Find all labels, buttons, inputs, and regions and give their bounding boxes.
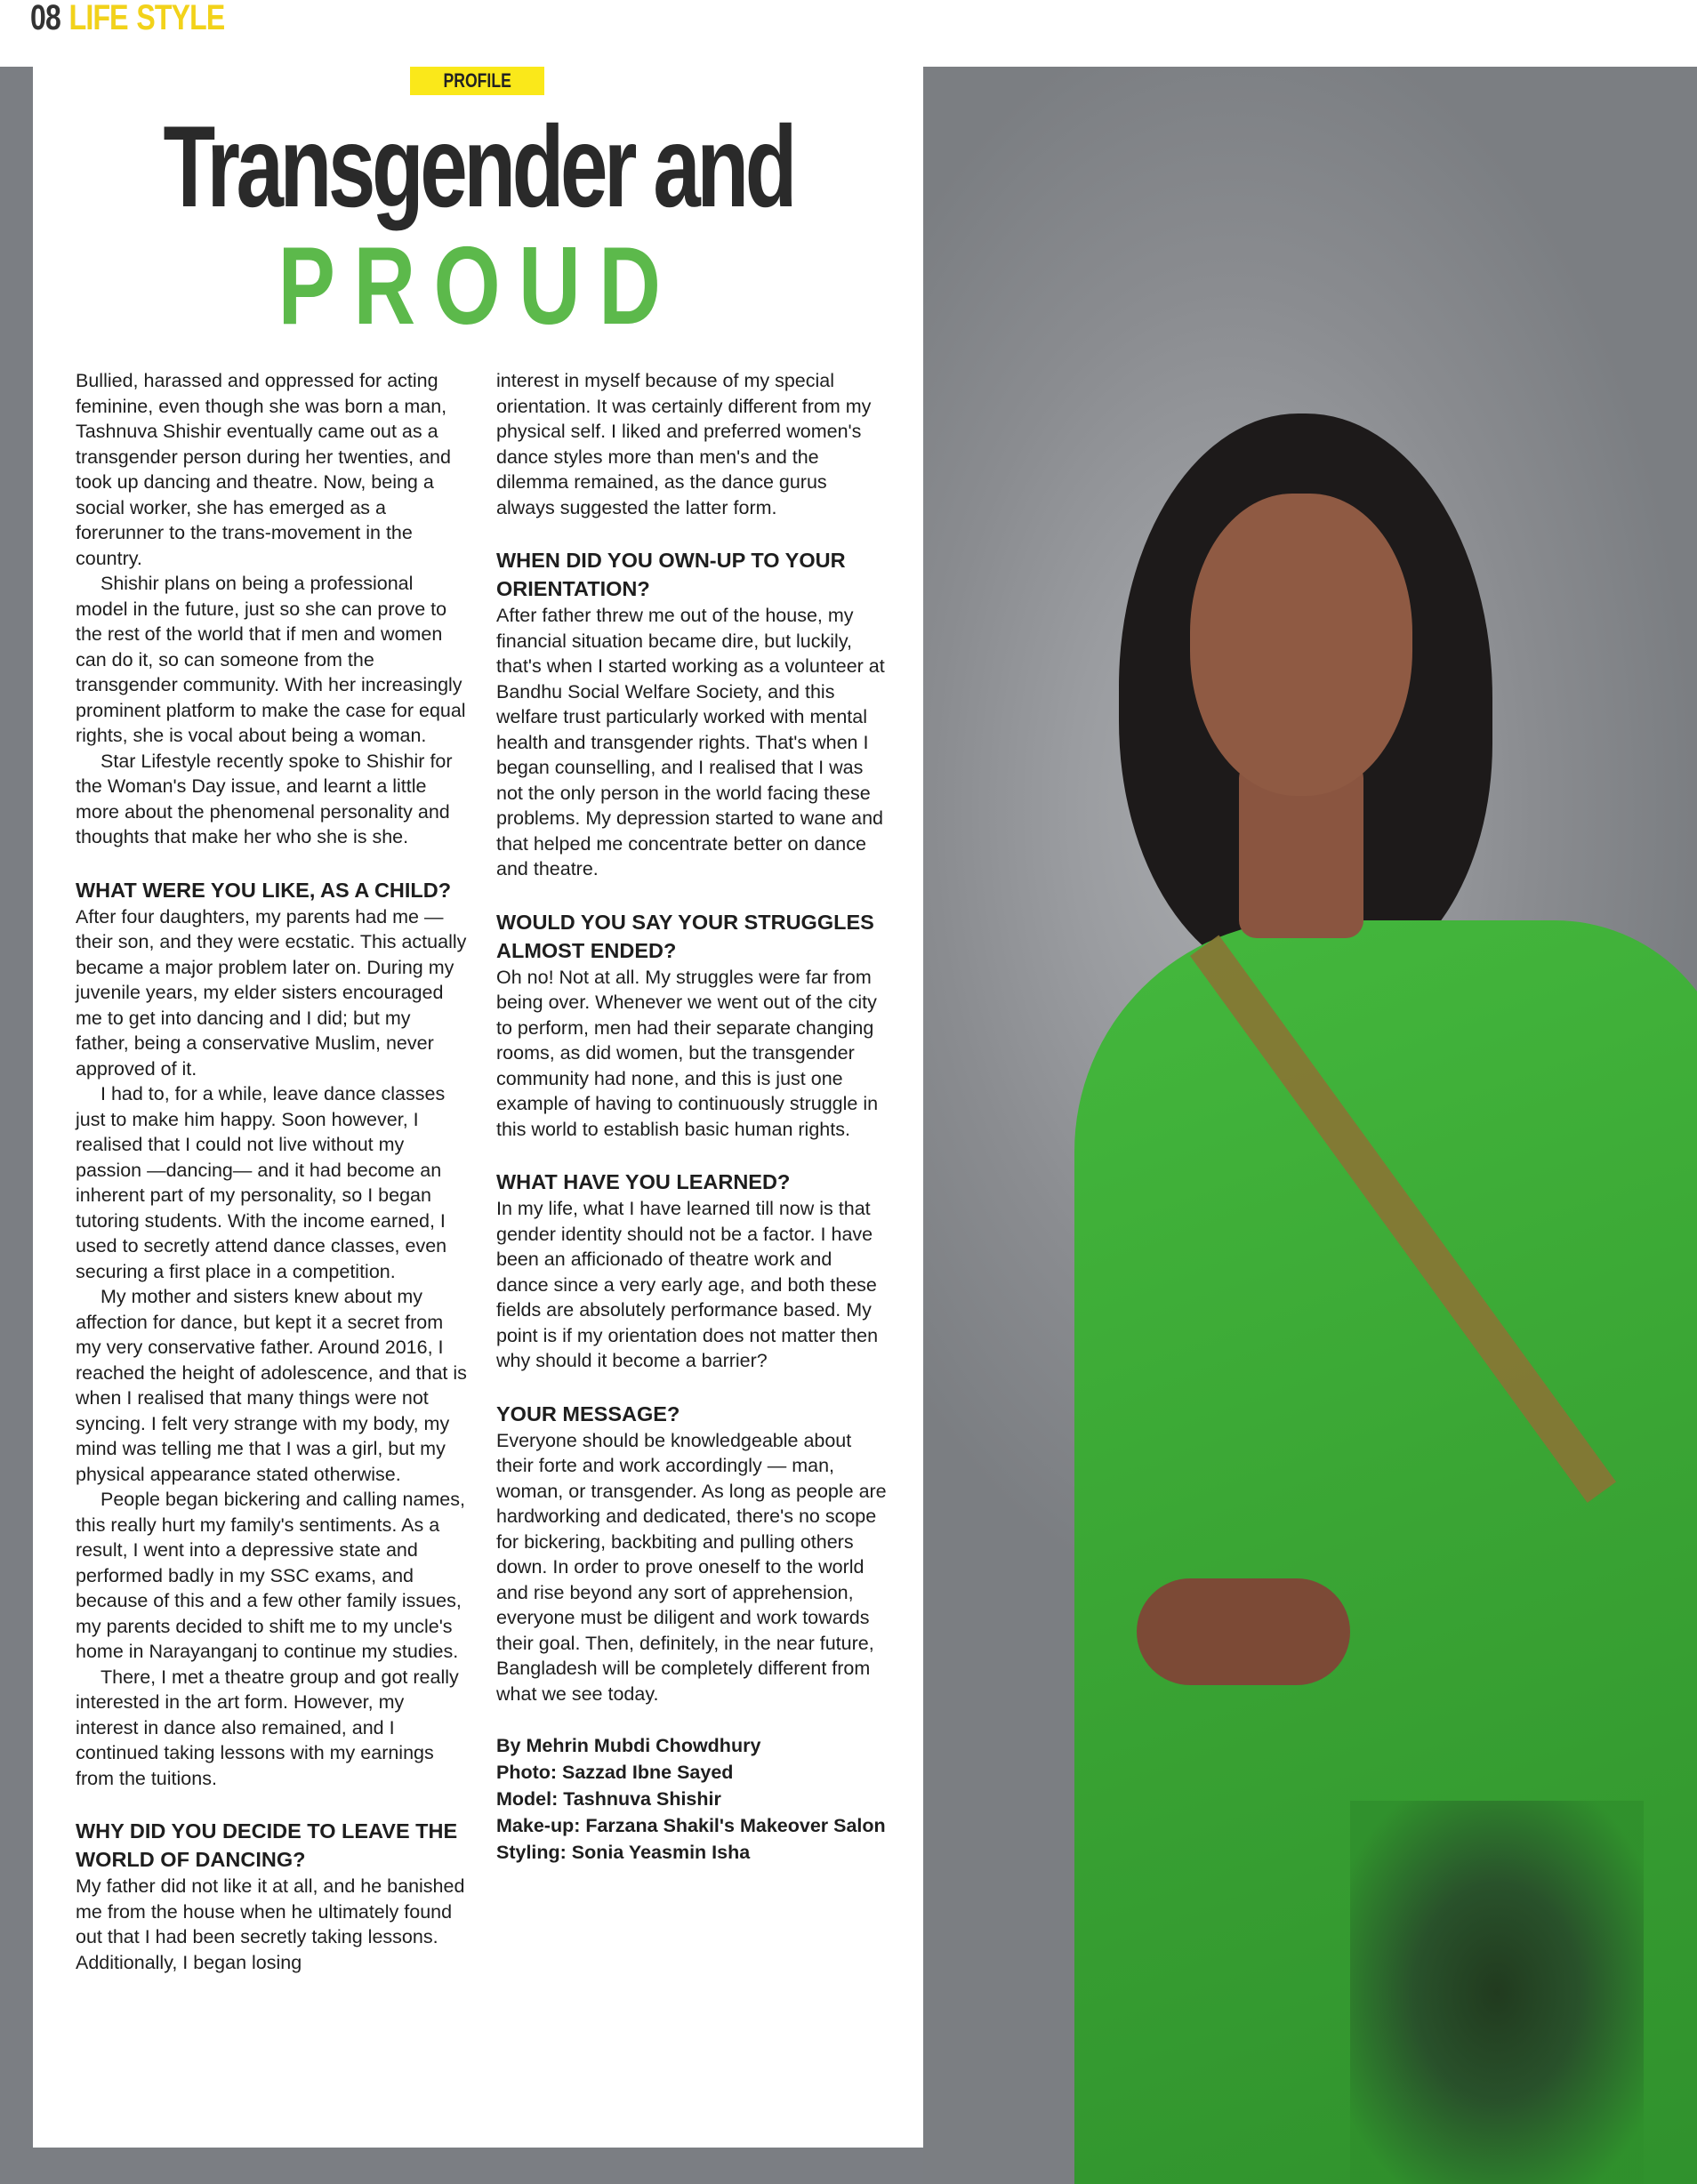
answer-paragraph: My father did not like it at all, and he banished me from the house when he ultimately found out that I had been secretly taking lessons. Additionally, I began losing (76, 1875, 465, 1973)
answer-paragraph: People began bickering and calling names, this really hurt my family's sentiments. As a result, I went into a depressive state and performed badly in my SSC exams, and because of this and a few other family issues, my parents decided to shift me to my uncle's home in Narayanganj to continue my studies. (76, 1489, 465, 1662)
credit-line: Styling: Sonia Yeasmin Isha (496, 1842, 751, 1863)
answer-paragraph: After four daughters, my parents had me — their son, and they were ecstatic. This actually became a major problem later on. During my juvenile years, my elder sisters encouraged me to get into dancing and I did; but my father, being a conservative Muslim, never approved of it. (76, 905, 467, 1080)
question-heading: WHAT WERE YOU LIKE, AS A CHILD? (76, 878, 452, 902)
credit-line: By Mehrin Mubdi Chowdhury (496, 1735, 761, 1756)
saree-print (1350, 1801, 1644, 2184)
question-heading: YOUR MESSAGE? (496, 1401, 680, 1425)
answer-paragraph: interest in myself because of my special orientation. It was certainly different from my physical self. I liked and preferred women's dance styles more than men's and the dilemma remained, as the dance gurus always suggested the latter form. (496, 370, 872, 518)
intro-paragraph: Bullied, harassed and oppressed for acting feminine, even though she was born a man, Tashnuva Shishir eventually came out as a transgender person during her twenties, and took up dancing and theatre. Now, being a social worker, she has emerged as a forerunner to the trans-movement in the country. (76, 370, 451, 569)
answer-paragraph: Everyone should be knowledgeable about their forte and work accordingly — man, woman, or transgender. As long as people are hardworking and dedicated, there's no scope for bickering, backbiting and pulling others down. In order to prove oneself to the world and rise beyond any sort of apprehension, everyone must be diligent and work towards their goal. Then, definitely, in the near future, Bangladesh will be completely different from what we see today. (496, 1429, 887, 1705)
section-name-life: LIFE (68, 0, 128, 37)
answer-paragraph: Oh no! Not at all. My struggles were far from being over. Whenever we went out of the city to perform, men had their separate changing rooms, as did women, but the transgender community had none, and this is just one example of having to continuously struggle in this world to establish basic human rights. (496, 966, 879, 1140)
question-heading: WHY DID YOU DECIDE TO LEAVE THE WORLD OF DANCING? (76, 1819, 458, 1871)
portrait-hands (1137, 1578, 1350, 1685)
portrait-face (1190, 494, 1412, 796)
headline-line1: Transgender and (163, 101, 793, 231)
credit-line: Make-up: Farzana Shakil's Makeover Salon (496, 1815, 886, 1836)
credits-block (496, 1732, 888, 1866)
answer-paragraph: I had to, for a while, leave dance classes just to make him happy. Soon however, I realised that I could not live without my passion —dancing— and it had become an inherent part of my personality, so I began tutoring students. With the income earned, I used to secretly attend dance classes, even securing a first place in a competition. (76, 1083, 447, 1282)
page-number: 08 (30, 0, 60, 37)
answer-paragraph: In my life, what I have learned till now is that gender identity should not be a factor. I have been an afficionado of theatre work and dance since a very early age, and both these fields are absolutely performance based. My point is if my orientation does not matter then why should it become a barrier? (496, 1198, 879, 1371)
section-kicker: PROFILE (410, 67, 544, 95)
article-column-1 (76, 368, 467, 1975)
intro-paragraph: Shishir plans on being a professional model in the future, just so she can prove to the rest of the world that if men and women can do it, so can someone from the transgender community. With her increasingly prominent platform to make the case for equal rights, she is vocal about being a woman. (76, 573, 466, 746)
answer-paragraph: There, I met a theatre group and got really interested in the art form. However, my interest in dance also remained, and I continued taking lessons with my earnings from the tuitions. (76, 1666, 459, 1789)
answer-paragraph: After father threw me out of the house, my financial situation became dire, but luckily, that's when I started working as a volunteer at Bandhu Social Welfare Society, and this welfare trust particularly worked with mental health and transgender rights. That's when I began counselling, and I realised that I was not the only person in the world facing these problems. My depression started to wane and that helped me concentrate better on dance and theatre. (496, 605, 885, 879)
answer-paragraph: My mother and sisters knew about my affection for dance, but kept it a secret from my very conservative father. Around 2016, I reached the height of adolescence, and that is when I realised that many things were not syncing. I felt very strange with my body, my mind was telling me that I was a girl, but my physical appearance stated otherwise. (76, 1286, 467, 1485)
section-name-style: STYLE (136, 0, 225, 37)
portrait-photo (923, 67, 1697, 2184)
question-heading: WOULD YOU SAY YOUR STRUGGLES ALMOST ENDED? (496, 910, 874, 962)
page-folio (30, 0, 224, 36)
question-heading: WHAT HAVE YOU LEARNED? (496, 1170, 791, 1193)
credit-line: Photo: Sazzad Ibne Sayed (496, 1762, 734, 1783)
intro-paragraph: Star Lifestyle recently spoke to Shishir for the Woman's Day issue, and learnt a little more about the phenomenal personality and thoughts that make her who she is she. (76, 750, 453, 847)
credit-line: Model: Tashnuva Shishir (496, 1788, 721, 1810)
headline-line2: PROUD (277, 225, 679, 348)
question-heading: WHEN DID YOU OWN-UP TO YOUR ORIENTATION? (496, 549, 846, 600)
article-column-2 (496, 368, 888, 1866)
